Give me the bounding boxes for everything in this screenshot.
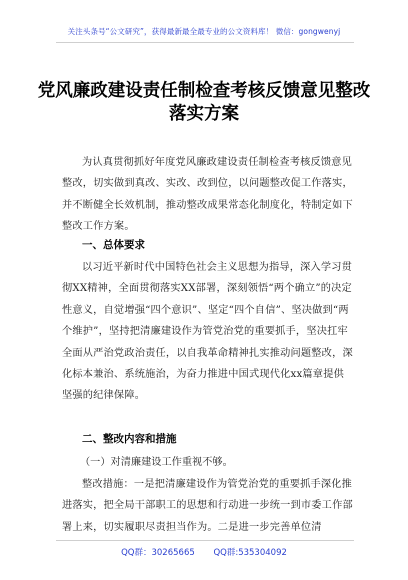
header-banner: 关注头条号“公文研究”，获得最新最全最专业的公文资料库！ 微信：gongwenyj — [67, 27, 341, 36]
footer — [0, 546, 408, 558]
document-title: 党风廉政建设责任制检查考核反馈意见整改落实方案 — [37, 81, 371, 124]
intro-paragraph: 为认真贯彻抓好年度党风廉政建设责任制检查考核反馈意见整改，切实做到真改、实改、改到位，以问题整改促工作落实，并不断健全长效机制，推动整改成果常态化制度化，特制定如下整改工作方案。 — [62, 157, 353, 233]
section-heading-rectification: 二、整改内容和措施 — [82, 433, 177, 445]
section-heading-general-requirements: 一、总体要求 — [82, 239, 145, 251]
footer-divider — [56, 540, 354, 541]
footer-qq-group-1: QQ群：30265665 — [121, 548, 195, 558]
subsection-heading: （一）对清廉建设工作重视不够。 — [80, 457, 233, 468]
general-requirements-paragraph: 以习近平新时代中国特色社会主义思想为指导，深入学习贯彻XX精神，全面贯彻落实XX部署，深刻领悟“两个确立”的决定性意义，自觉增强“四个意识”、坚定“四个自信”、坚决做到“两个维护”，坚持把清廉建设作为管党治党的重要抓手，坚决扛牢全面从严治党政治责任，以自我革命精神扎实推动问题整改，深化标本兼治、系统施治，为奋力推进中国式现代化xx篇章提供坚强的纪律保障。 — [62, 262, 353, 402]
footer-qq-group-2: QQ群:535304092 — [213, 548, 287, 558]
rectification-measures-paragraph: 整改措施：一是把清廉建设作为管党治党的重要抓手深化推进落实，把全局干部职工的思想和行动进一步统一到市委工作部署上来，切实履职尽责担当作为。二是进一步完善单位清 — [62, 479, 353, 533]
header-divider — [56, 42, 354, 43]
